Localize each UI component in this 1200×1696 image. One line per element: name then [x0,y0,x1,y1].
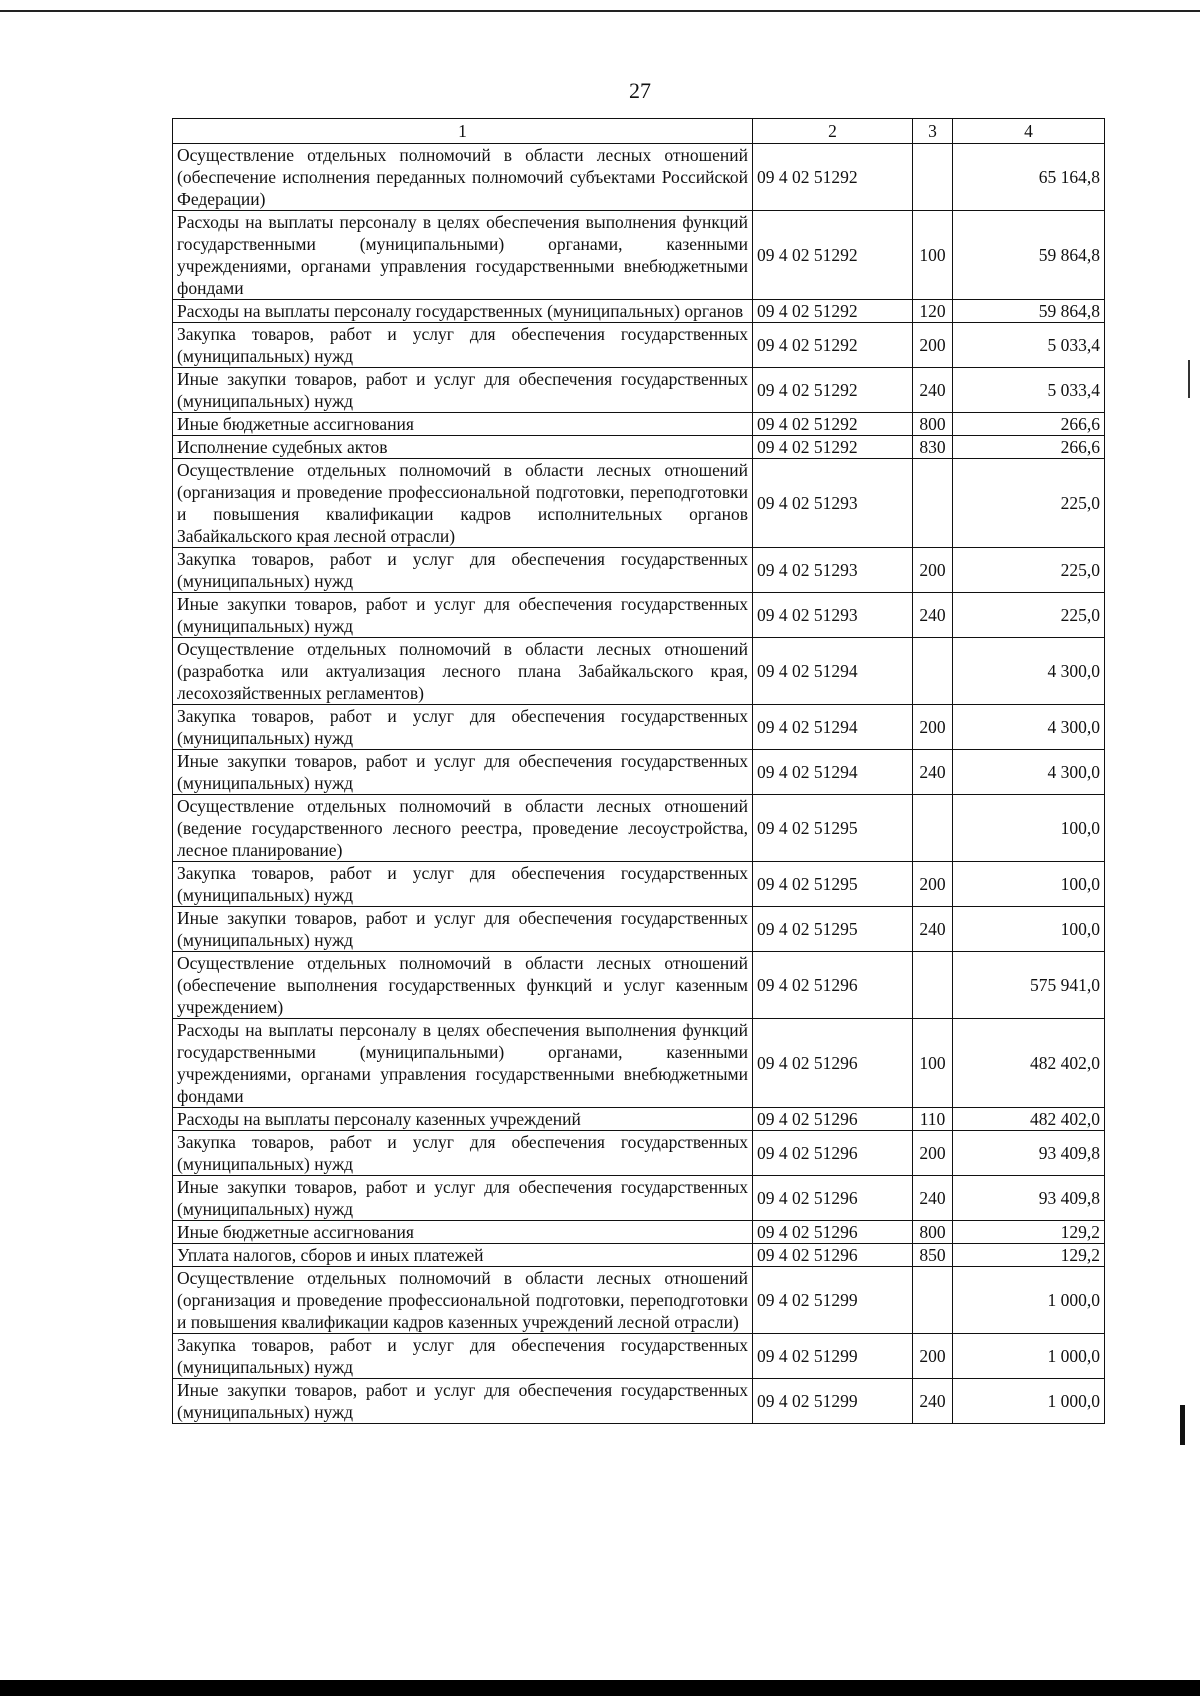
row-name-cell: Иные закупки товаров, работ и услуг для обеспечения государственных (муниципальных) нужд [173,750,753,795]
table-row [173,705,1105,750]
row-kvr-cell: 200 [913,323,953,368]
row-amount-cell: 5 033,4 [953,368,1105,413]
row-code-cell: 09 4 02 51292 [753,436,913,459]
row-code-cell: 09 4 02 51295 [753,795,913,862]
table-row [173,1267,1105,1334]
header-cell-1: 1 [173,119,753,144]
table-row [173,1221,1105,1244]
budget-table [172,118,1105,1424]
row-name-cell: Осуществление отдельных полномочий в области лесных отношений (разработка или актуализация лесного плана Забайкальского края, лесохозяйственных регламентов) [173,638,753,705]
row-name-cell: Осуществление отдельных полномочий в области лесных отношений (обеспечение исполнения переданных полномочий субъектами Российской Федерации) [173,144,753,211]
row-amount-cell: 100,0 [953,907,1105,952]
row-name-cell: Осуществление отдельных полномочий в области лесных отношений (ведение государственного лесного реестра, проведение лесоустройства, лесное планирование) [173,795,753,862]
row-code-cell: 09 4 02 51294 [753,705,913,750]
row-code-cell: 09 4 02 51292 [753,368,913,413]
table-row [173,1108,1105,1131]
row-kvr-cell: 240 [913,1379,953,1424]
row-amount-cell: 266,6 [953,436,1105,459]
row-name-cell: Осуществление отдельных полномочий в области лесных отношений (организация и проведение профессиональной подготовки, переподготовки и повышения квалификации кадров казенных учреждений лесной отрасли) [173,1267,753,1334]
row-amount-cell: 93 409,8 [953,1176,1105,1221]
table-row [173,1019,1105,1108]
margin-scan-mark [1180,1405,1185,1445]
row-name-cell: Иные закупки товаров, работ и услуг для обеспечения государственных (муниципальных) нужд [173,907,753,952]
row-kvr-cell: 200 [913,1334,953,1379]
row-amount-cell: 5 033,4 [953,323,1105,368]
row-amount-cell: 4 300,0 [953,638,1105,705]
table-row [173,413,1105,436]
row-kvr-cell [913,459,953,548]
row-code-cell: 09 4 02 51296 [753,1019,913,1108]
row-code-cell: 09 4 02 51294 [753,638,913,705]
row-code-cell: 09 4 02 51299 [753,1379,913,1424]
row-kvr-cell: 850 [913,1244,953,1267]
row-kvr-cell: 200 [913,1131,953,1176]
table-row [173,1379,1105,1424]
page-number: 27 [629,78,651,103]
row-name-cell: Осуществление отдельных полномочий в области лесных отношений (организация и проведение профессиональной подготовки, переподготовки и повышения квалификации кадров исполнительных органов Забайкальского края лесной отрасли) [173,459,753,548]
row-code-cell: 09 4 02 51293 [753,459,913,548]
row-name-cell: Закупка товаров, работ и услуг для обеспечения государственных (муниципальных) нужд [173,1131,753,1176]
header-cell-2: 2 [753,119,913,144]
row-name-cell: Иные бюджетные ассигнования [173,1221,753,1244]
row-kvr-cell [913,952,953,1019]
row-code-cell: 09 4 02 51292 [753,144,913,211]
row-amount-cell: 4 300,0 [953,750,1105,795]
table-row [173,795,1105,862]
row-amount-cell: 482 402,0 [953,1108,1105,1131]
table-row [173,952,1105,1019]
row-code-cell: 09 4 02 51296 [753,1176,913,1221]
row-kvr-cell: 200 [913,705,953,750]
row-kvr-cell: 240 [913,907,953,952]
row-kvr-cell: 100 [913,211,953,300]
row-amount-cell: 59 864,8 [953,300,1105,323]
row-name-cell: Иные бюджетные ассигнования [173,413,753,436]
row-code-cell: 09 4 02 51294 [753,750,913,795]
row-code-cell: 09 4 02 51293 [753,548,913,593]
row-name-cell: Иные закупки товаров, работ и услуг для обеспечения государственных (муниципальных) нужд [173,1379,753,1424]
row-amount-cell: 100,0 [953,862,1105,907]
table-row [173,368,1105,413]
row-name-cell: Закупка товаров, работ и услуг для обеспечения государственных (муниципальных) нужд [173,323,753,368]
row-name-cell: Закупка товаров, работ и услуг для обеспечения государственных (муниципальных) нужд [173,705,753,750]
table-header-row [173,119,1105,144]
table-row [173,907,1105,952]
row-amount-cell: 4 300,0 [953,705,1105,750]
row-name-cell: Иные закупки товаров, работ и услуг для обеспечения государственных (муниципальных) нужд [173,593,753,638]
row-amount-cell: 482 402,0 [953,1019,1105,1108]
row-kvr-cell: 240 [913,368,953,413]
header-cell-3: 3 [913,119,953,144]
row-code-cell: 09 4 02 51296 [753,1108,913,1131]
table-row [173,862,1105,907]
row-amount-cell: 1 000,0 [953,1267,1105,1334]
row-code-cell: 09 4 02 51299 [753,1267,913,1334]
row-kvr-cell [913,1267,953,1334]
row-amount-cell: 100,0 [953,795,1105,862]
row-kvr-cell: 800 [913,1221,953,1244]
row-amount-cell: 225,0 [953,548,1105,593]
row-amount-cell: 225,0 [953,593,1105,638]
row-amount-cell: 1 000,0 [953,1379,1105,1424]
row-name-cell: Осуществление отдельных полномочий в области лесных отношений (обеспечение выполнения государственных функций и услуг казенным учреждением) [173,952,753,1019]
row-kvr-cell: 120 [913,300,953,323]
row-code-cell: 09 4 02 51293 [753,593,913,638]
header-cell-4: 4 [953,119,1105,144]
row-amount-cell: 93 409,8 [953,1131,1105,1176]
row-kvr-cell: 240 [913,593,953,638]
row-kvr-cell: 240 [913,1176,953,1221]
row-amount-cell: 575 941,0 [953,952,1105,1019]
table-row [173,1176,1105,1221]
row-name-cell: Закупка товаров, работ и услуг для обеспечения государственных (муниципальных) нужд [173,1334,753,1379]
table-row [173,1334,1105,1379]
row-amount-cell: 266,6 [953,413,1105,436]
row-amount-cell: 59 864,8 [953,211,1105,300]
table-row [173,436,1105,459]
table-row [173,459,1105,548]
row-code-cell: 09 4 02 51299 [753,1334,913,1379]
row-name-cell: Исполнение судебных актов [173,436,753,459]
row-kvr-cell: 200 [913,548,953,593]
row-kvr-cell: 100 [913,1019,953,1108]
row-code-cell: 09 4 02 51296 [753,1131,913,1176]
row-code-cell: 09 4 02 51296 [753,952,913,1019]
row-code-cell: 09 4 02 51296 [753,1221,913,1244]
table-row [173,750,1105,795]
row-code-cell: 09 4 02 51292 [753,323,913,368]
margin-scan-mark [1188,360,1190,398]
row-code-cell: 09 4 02 51295 [753,907,913,952]
row-kvr-cell: 200 [913,862,953,907]
row-code-cell: 09 4 02 51292 [753,211,913,300]
row-kvr-cell: 110 [913,1108,953,1131]
table-row [173,1244,1105,1267]
bottom-scan-border [0,1680,1200,1696]
row-amount-cell: 1 000,0 [953,1334,1105,1379]
budget-table-body [173,119,1105,1424]
row-amount-cell: 129,2 [953,1244,1105,1267]
row-code-cell: 09 4 02 51292 [753,413,913,436]
row-code-cell: 09 4 02 51295 [753,862,913,907]
row-kvr-cell [913,638,953,705]
row-kvr-cell [913,144,953,211]
row-name-cell: Расходы на выплаты персоналу в целях обеспечения выполнения функций государственными (муниципальными) органами, казенными учреждениями, органами управления государственными внебюджетными фондами [173,1019,753,1108]
row-code-cell: 09 4 02 51292 [753,300,913,323]
table-row [173,300,1105,323]
row-name-cell: Закупка товаров, работ и услуг для обеспечения государственных (муниципальных) нужд [173,862,753,907]
table-row [173,211,1105,300]
row-kvr-cell: 830 [913,436,953,459]
table-row [173,323,1105,368]
table-row [173,593,1105,638]
row-name-cell: Расходы на выплаты персоналу государственных (муниципальных) органов [173,300,753,323]
row-name-cell: Уплата налогов, сборов и иных платежей [173,1244,753,1267]
row-kvr-cell: 800 [913,413,953,436]
row-amount-cell: 225,0 [953,459,1105,548]
row-name-cell: Расходы на выплаты персоналу казенных учреждений [173,1108,753,1131]
row-name-cell: Иные закупки товаров, работ и услуг для обеспечения государственных (муниципальных) нужд [173,1176,753,1221]
table-row [173,638,1105,705]
table-row [173,1131,1105,1176]
row-name-cell: Иные закупки товаров, работ и услуг для обеспечения государственных (муниципальных) нужд [173,368,753,413]
row-amount-cell: 129,2 [953,1221,1105,1244]
row-name-cell: Расходы на выплаты персоналу в целях обеспечения выполнения функций государственными (муниципальными) органами, казенными учреждениями, органами управления государственными внебюджетными фондами [173,211,753,300]
row-kvr-cell: 240 [913,750,953,795]
table-row [173,144,1105,211]
table-row [173,548,1105,593]
top-scan-border [0,10,1200,12]
row-code-cell: 09 4 02 51296 [753,1244,913,1267]
row-kvr-cell [913,795,953,862]
row-name-cell: Закупка товаров, работ и услуг для обеспечения государственных (муниципальных) нужд [173,548,753,593]
row-amount-cell: 65 164,8 [953,144,1105,211]
